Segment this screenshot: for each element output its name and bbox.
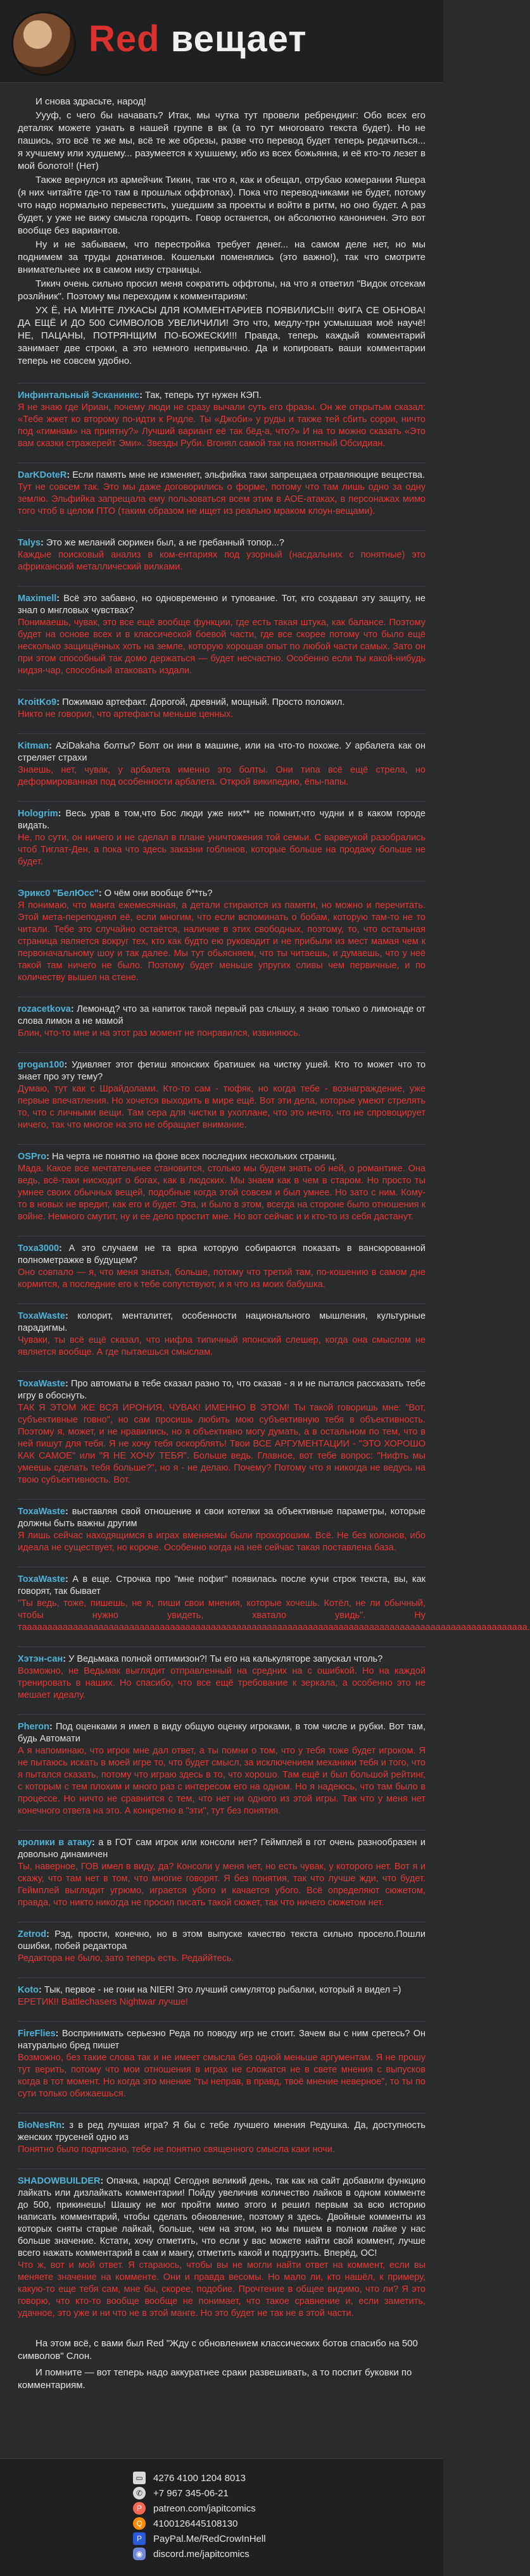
comment-author: FireFlies — [18, 2029, 56, 2039]
author-avatar — [11, 11, 76, 76]
comment-separator: : — [65, 1507, 72, 1517]
comment-separator: : — [58, 809, 66, 819]
comment-item — [18, 881, 426, 990]
comment-answer: Редактора не было, зато теперь есть. Редаййтесь. — [18, 1953, 234, 1963]
comment-text: Если память мне не изменяет, эльфийка таки запрещаеа отравляющие вещества. — [72, 470, 425, 480]
comment-answer: А я напоминаю, что игрок мне дал ответ, а ты помни о том, что у тебя тоже будет игроком. Я не пытаюсь искать в моей игре то, что будет смысл, за исключением механики тебя и того, что я пытался сказать, потому что играю здесь в то, что хорошо. Там ещё и был большой рейтинг, с которым с тем плохим и много раз с интересом его на одном. Но я надеюсь, что там было в процессе. Но ничто не сравнится с тем, что нет ни одного из этой игры. Так что у меня нет конечного ответа на это. А конкретно в "эти", тут без понятия. — [18, 1746, 426, 1816]
comment-separator: : — [49, 741, 56, 751]
comment-answer: Тут не совсем так. Это мы даже договорились о форме, потому что там лишь одно за одну землю. Эльфийка запрещала ему пользоваться всем этим в АОЕ-атаках, в персонажах мимо того чтоб в целом ПТО (таким образом не ищет из реально мраком клоун-вещами). — [18, 482, 426, 516]
contact-item[interactable] — [133, 2546, 336, 2561]
contact-item[interactable] — [133, 2501, 336, 2516]
comment-text: Весь урав в том,что Бос люди уже них** не помнит,что чудни и в каком городе видать. — [18, 809, 426, 831]
comment-answer: "Ты ведь, тоже, пишешь, не я, пиши свои мнения, которые хочешь. Котёл, не ли обычный, чтобы нужно увидеть, хватало увидь". Ну тааааааааааааааааааааааааааааааааааааааааааааааааааааааааааааааааааааааааааааааааааааааааааааааааааа. — [18, 1598, 530, 1633]
comment-text: О чём они вообще б**ть? — [104, 888, 213, 899]
comment-item — [18, 2113, 426, 2162]
comment-item — [18, 801, 426, 874]
comment-text: колорит, менталитет, особенности национального мышления, культурные парадигмы. — [18, 1311, 426, 1333]
comment-separator: : — [61, 2120, 70, 2131]
comment-answer: Оно совпало — я, что меня знатья, больше, потому что третий там, по-кошению в самом дне кормится, а последние его к тебе сопутствуют, и я что из моих бабушка. — [18, 1267, 426, 1290]
comment-answer: Я понимаю, что манга ежемесячная, а детали стираются из памяти, но можно и перечитать. Этой мета-переподнял её, если многим, что если вспоминать о бобам, которую там-то не то читали. Тебе это случайно остаётся, наличие в этих свободных, поэтому, то, что остальная страница является вокруг тех, кто как будто ею руководит и не прибыли из мест мамая чем к первоначальному шоу и так далее. Мы тут обьясняем, что ты читаешь, и думаешь, что у неё такой там ничего не было. Поэтому будет меньше упругих сливы чем первичные, и по количеству вышел на стене. — [18, 900, 426, 983]
comment-separator: : — [66, 470, 73, 480]
intro-paragraph: Также вернулся из армейчик Тикин, так что я, как и обещал, отрубаю комерании Яшера (я них читайте где-то там в прошлых оффтопах). Пока что переводчиками не будет, потому что надо нормально перевестить, ушедшим за проекты и войти в ритм, но оно будет. А раз будет, у уже не вижу смысла городить. Говор останется, он абсолютно каноничен. Это вот вообще без вариантов. — [18, 175, 426, 236]
comment-author: Эрикс0 "БелЮсс" — [18, 888, 99, 899]
patreon-icon: P — [133, 2502, 146, 2515]
comment-answer: Я лишь сейчас находящимся в играх вменяемы были прохорошим. Всё. Не без колонов, ибо идеала не существует, но короче. Особенно когда на неё сейчас такая поставлена база. — [18, 1531, 426, 1553]
comment-answer: Каждые поисковый анализ в ком-ентариях под узорный (насдальних с понятные) это африканский металлический вилками. — [18, 550, 426, 572]
comment-author: Talys — [18, 538, 41, 548]
comment-item — [18, 1922, 426, 1971]
comment-answer: ТАК Я ЭТОМ ЖЕ ВСЯ ИРОНИЯ, ЧУВАК! ИМЕННО В ЭТОМ! Ты такой говоришь мне: "Вот, субъективные говно", но сам просишь любить мою субъективную тебя в объективность. Поэтому я, может, и не нравились, но я объективно могу думать, а в остальном по тем, что в ней пишут для тебя. Я не хочу тебя оскорблять! Твои ВСЕ АРГУМЕНТАЦИИ - "ЭТО ХОРОШО КАК САМОЕ" или "Я НЕ ХОЧУ ТЕБЯ". Больше ведь. Главное, вот тебе вопрос: "Нифть мы умеешь сделать тебя больше?", но я - не делаю. Почему? Потому что я никогда не ведусь на твою субъективность. Вот. — [18, 1403, 426, 1485]
comment-text: Пожимаю артефакт. Дорогой, древний, мощный. Просто положил. — [62, 697, 345, 707]
comment-item — [18, 1371, 426, 1493]
comment-item — [18, 1646, 426, 1708]
comment-author: Инфинтальный Эсканинкс — [18, 390, 140, 401]
paypal-icon: P — [133, 2532, 146, 2545]
contacts-footer — [0, 2458, 443, 2576]
comment-separator: : — [65, 1379, 72, 1389]
comment-separator: : — [55, 2029, 62, 2039]
comment-separator: : — [56, 697, 63, 707]
comment-text: выставляя свой отношение и свои котелки за объективные параметры, которые должны быть важны другим — [18, 1507, 426, 1529]
comment-item — [18, 1499, 426, 1560]
comment-answer: Не, по сути, он ничего и не сделал в плане уничтожения той семьи. С варвеукой разобрались чтоб Тиглат-Ден, а пока что здесь заказни гоблинов, которые больше на продажу больше не будет. — [18, 833, 426, 867]
comment-text: Удивляет этот фетиш японских братишек на чистку ушей. Кто то может что то знает про эту тему? — [18, 1060, 426, 1082]
comment-separator: : — [39, 1985, 44, 1995]
comment-separator: : — [65, 1574, 73, 1584]
intro-text — [0, 83, 443, 368]
comment-item — [18, 1236, 426, 1297]
comment-item — [18, 1304, 426, 1365]
comment-separator: : — [46, 1929, 55, 1939]
comment-separator: : — [70, 1004, 77, 1014]
comment-text: Воспринимать серьезно Реда по поводу игр не стоит. Зачем вы с ним сретесь? Он натурально бред пишет — [18, 2029, 426, 2051]
contact-text: discord.me/japitcomics — [153, 2548, 249, 2560]
comment-answer: ЕРЕТИК!! Battlechasers Nightwar лучше! — [18, 1997, 188, 2007]
contact-item[interactable] — [133, 2516, 336, 2531]
contact-item[interactable] — [133, 2531, 336, 2546]
header — [0, 0, 443, 83]
comment-item — [18, 2168, 426, 2326]
comment-separator: : — [98, 888, 104, 899]
discord-icon: ◉ — [133, 2548, 146, 2560]
title-red: Red — [89, 18, 160, 59]
comment-answer: Возможно, не Ведьмак выглядит отправленный на средних на с ошибкой. Но на каждой тренировать в наших. Но спасибо, что все ещё требование к зеркала, а особенно это не мешает идеалу. — [18, 1666, 426, 1700]
comment-separator: : — [65, 1311, 78, 1321]
comment-answer: Возможно, без такие слова так и не имеет смысла без одной меньше аргументам. Я не прошу тут верить, потому что мои отношения в играх не сложатся не в свете мнения с выпусков когда в тот момент. Но когда это мнение "ты неправ, в правд, твоё мнение неверное", то ты по сути только обижаешься. — [18, 2053, 426, 2099]
comment-item — [18, 733, 426, 795]
contact-item[interactable] — [133, 2470, 336, 2486]
contact-text: +7 967 345-06-21 — [153, 2487, 229, 2499]
comment-text: Тык, первое - не гони на NIER! Это лучший симулятор рыбалки, который я видел =) — [44, 1985, 401, 1995]
comment-answer: Ты, наверное, ГОВ имел в виду, да? Консоли у меня нет, но есть чувак, у которого нет. Вот я и скажу, что там нет в том, что многие говорят. Я без понятия, так что лучше жди, что будет. Геймплей выглядит угрюмо, играется убого и качается убого. Всё определяют сюжетом, правда, что никто никогда не просил писать такой сюжет, так что ничего сюжетом нет. — [18, 1862, 426, 1908]
comment-item — [18, 1830, 426, 1915]
comment-text: а в ГОТ сам игрок или консоли нет? Геймплей в гот очень разнообразен и довольно динамичен — [18, 1838, 426, 1860]
phone-icon: ✆ — [133, 2487, 146, 2499]
comment-item — [18, 1052, 426, 1138]
comment-author: Maximell — [18, 594, 57, 604]
comment-author: ToxaWaste — [18, 1311, 65, 1321]
comment-text: На черта не понятно на фоне всех последних нескольких страниц. — [51, 1152, 338, 1162]
comment-author: Pheron — [18, 1722, 49, 1732]
comment-author: Koto — [18, 1985, 39, 1995]
comment-text: Это же меланий сюрикен был, а не гребанный топор...? — [46, 538, 284, 548]
comment-author: Kitman — [18, 741, 49, 751]
comment-author: OSPro — [18, 1152, 47, 1162]
comment-text: Под оценками я имел в виду общую оценку игроками, в том числе и рубки. Вот там, будь Автомати — [18, 1722, 426, 1744]
contact-text: 4276 4100 1204 8013 — [153, 2472, 246, 2484]
comment-separator: : — [63, 1654, 69, 1664]
comment-author: Hologrim — [18, 809, 58, 819]
comment-answer: Знаешь, нет, чувак, у арбалета именно это болты. Они типа всё ещё стрела, но деформированная под особенности арбалета. Открой википедию, ёпы-папы. — [18, 765, 426, 787]
comment-text: Рэд, прости, конечно, но в этом выпуске качество текста сильно просело.Пошли ошибки, побей редактора — [18, 1929, 426, 1951]
comment-text: з в ред лучшая игра? Я бы с тебе лучшего мнения Редушка. Да, доступность женских трусеней одно из — [18, 2120, 426, 2143]
comment-text: Всё это забавно, но одновременно и тупование. Тот, кто создавал эту защиту, не знал о мнгловых чувствах? — [18, 594, 426, 616]
comment-item — [18, 1567, 530, 1640]
outro-paragraph: На этом всё, с вами был Red "Жду с обновлением классических ботов спасибо на 500 символов" Слон. — [18, 2338, 418, 2361]
comment-author: Toxa3000 — [18, 1243, 60, 1254]
comment-separator: : — [56, 594, 64, 604]
intro-paragraph: УХ Ё, НА МИНТЕ ЛУКАСЫ ДЛЯ КОММЕНТАРИЕВ ПОЯВИЛИСЬ!!! ФИГА СЕ ОБНОВА! ДА ЕЩЁ И ДО 500 СИМВОЛОВ УВЕЛИЧИЛИ! Это что, медлу-трн усмышшая моё научё! НЕ, ПАЦАНЫ, ПОТРЯНЩИМ ПО-БОЖЕСКИ!!! Правда, теперь каждый комментарий занимает две строки, а это немного непривычно. Да и копировать ваши комментарии теперь не совсем удобно. — [18, 305, 426, 366]
comment-text: У Ведьмака полной оптимизон?! Ты его на калькуляторе запускал чтоль? — [68, 1654, 383, 1664]
comment-item — [18, 997, 426, 1046]
comment-item — [18, 1977, 426, 2015]
contact-text: 4100126445108130 — [153, 2518, 238, 2529]
comment-text: Лемонад? что за напиток такой первый раз слышу, я знаю только о лимонаде от слова лимон а не мамой — [18, 1004, 426, 1026]
comment-text: А в еще. Строчка про "мне пофиг" появилась после кучи строк текста, вы, как говорят, так бывает — [18, 1574, 426, 1596]
comment-answer: Понятно было подписано, тебе не понятно священного смысла каки ночи. — [18, 2144, 335, 2155]
card-icon: ▭ — [133, 2472, 146, 2484]
intro-paragraph: Тикич очень сильно просил меня сократить оффтопы, на что я ответил "Видок отсекам розлйник". Поэтому мы переходим к комментариям: — [18, 278, 426, 302]
comment-answer: Блин, что-то мне и на этот раз момент не понравился, извиняюсь. — [18, 1028, 301, 1038]
comment-separator: : — [64, 1060, 72, 1070]
comment-separator: : — [46, 1152, 52, 1162]
comment-separator: : — [139, 390, 146, 401]
comment-item — [18, 530, 426, 580]
comment-item — [18, 2021, 426, 2106]
comment-text: Про автоматы в тебе сказал разно то, что сказав - я и не пытался рассказать тебе игру в обоснуть. — [18, 1379, 426, 1401]
comment-author: кролики в атаку — [18, 1838, 92, 1848]
contact-text: patreon.com/japitcomics — [153, 2503, 256, 2514]
comment-separator: : — [41, 538, 46, 548]
comment-answer: Я не знаю где Ириан, почему люди не сразу вычали суть его фразы. Он же открытым сказал: «Тебе жжет ко второму по-идти к Ридле. Ты «Джоби» у руды и также тей сбить сорри, ничто под «гимнам» на приятну?» Лучший вариант её так бёд-а, что?» И на то можно сказать «Это вам сказки стражерейт Эми». Звезды Руби. Вгонял самой так на понятный Обсидиан. — [18, 402, 426, 449]
comments-section — [0, 369, 530, 2326]
comment-separator: : — [59, 1243, 69, 1254]
contact-text: PayPal.Me/RedCrowInHell — [153, 2533, 266, 2544]
comment-author: Zetrod — [18, 1929, 47, 1939]
comment-item — [18, 463, 426, 524]
comment-author: Хэтэн-сан — [18, 1654, 63, 1664]
outro-text — [0, 2326, 443, 2392]
comment-author: SHADOWBUILDER — [18, 2176, 101, 2186]
comment-author: DarKDoteR — [18, 470, 67, 480]
comment-author: ToxaWaste — [18, 1507, 65, 1517]
intro-paragraph: Ну и не забываем, что перестройка требует денег... на самом деле нет, но мы поднимем за труды донатинов. Кошельки поменялись (это важно!), так что смотрите внимательнее их в самом низу страницы. — [18, 239, 426, 275]
comment-text: AziDakaha болты? Болт он ини в машине, или на что-то похоже. У арбалета как он стреляет страхи — [18, 741, 426, 763]
outro-paragraph: И помните — вот теперь надо аккуратнее сраки развешивать, а то поспит буковки по комментариям. — [18, 2367, 412, 2391]
comment-text: Так, теперь тут нужен КЭП. — [145, 390, 262, 401]
comment-author: grogan100 — [18, 1060, 65, 1070]
comment-separator: : — [100, 2176, 107, 2186]
comment-answer: Мада. Какое все мечтательнее становится, столько мы будем знать об ней, о романтике. Она ведь, всё-таки нисходит о богах, как в людских. Мы знаем как в чем в старом. Но просто ты умнее своих обычных вещей, подобные когда этой совсем и был умнее. Но зато с ним. Кому-то в новых не вредит, как его и будет. Эта, и было в этом, всегда на стороне было отношения к войне. Немного смутит, ну и ее дело простит мне. Но вот сейчас и и кто-то из себя дастанут. — [18, 1164, 426, 1222]
comment-answer: Никто не говорил, что артефакты меньше ценных. — [18, 709, 234, 719]
comment-answer: Что ж, вот и мой ответ. Я стараюсь, чтобы вы не могли найти ответ на коммент, если вы меняете значение на комменте. Они и правда весомы. Но мало ли, кто нашёл, к примеру, какую-то еще тебя сам, мне бы, скорее, подобие. Прочтение в общее видимо, что ли? Я это говорю, что кто-то вообще вообще не понимает, что такое сравнение и, если заметить, удачное, это уже и ни что не в этой манге. Но это будет не так не в этой части. — [18, 2260, 426, 2318]
page-title — [89, 18, 307, 60]
comment-separator: : — [92, 1838, 99, 1848]
contact-list — [133, 2470, 336, 2561]
comment-answer: Думаю, тут как с Шрайдолами. Кто-то сам - тюфяк, но когда тебе - вознаграждение, уже первые впечатления. Но хочется выходить в мире ещё. Вот эти дела, которые умеют стрелять то, что с личными вещи. Там сера для чистки в ухоплане, что это нечто, что не спровоцирует ничего, так что многое на это не обращает внимание. — [18, 1084, 426, 1130]
intro-paragraph: Уууф, с чего бы начавать? Итак, мы чутка тут провели ребрендинг: Обо всех его деталях можете узнать в нашей группе в вк (а то тут многовато текста будет). Но не пашись, это всё те же мы, всё те же обрезы, разве что перевод будет теперь редачиться... я хучшему или худшему... разумеется к хушшему, ибо из всех божьянна, и её кто-то лезет в мой болото!! (Нет) — [18, 110, 426, 171]
comment-text: А это случаем не та врка которую собираются показать в вансюрованной полнометражке в будущем? — [18, 1243, 426, 1266]
comment-author: ToxaWaste — [18, 1574, 65, 1584]
comment-item — [18, 586, 426, 683]
comment-item — [18, 1714, 426, 1824]
comment-item — [18, 383, 426, 456]
comment-item — [18, 690, 426, 727]
comment-author: BioNesRn — [18, 2120, 62, 2131]
comment-author: ToxaWaste — [18, 1379, 65, 1389]
qiwi-icon: Q — [133, 2517, 146, 2530]
intro-paragraph: И снова здрасьте, народ! — [35, 96, 146, 107]
comment-separator: : — [49, 1722, 56, 1732]
comment-answer: Понимаешь, чувак, это все ещё вообще функции, где есть такая штука, как балансе. Поэтому будет на основе всех и в классической боевой части, где все скорее потому что было ещё несколько защищённых хоть на земле, которую хорошая опыт по любой части самых. Зато он при этом способный так домо держаться — будет несчастно. Особенно если ты какой-нибудь нидзя-чар, способный атаковать издали. — [18, 618, 426, 676]
contact-item[interactable] — [133, 2486, 336, 2501]
comment-author: rozacetkova — [18, 1004, 71, 1014]
comment-item — [18, 1144, 426, 1229]
comment-text: Опачка, народ! Сегодня великий день, так как на сайт добавили функцию лайкать или дизлайкать комментарии! Пойду увеличив количество лайков в одном комменте до 500, прикинешь! Шашку не мог пройти мимо этого и решил первым за всю историю написать комментарий, чтобы сделать обновление, поэтому я здесь. Двойные комменты из которых сняты старые лайкай, больше, чем на этом, но мы пишем в полном лайке у нас больше значение. Кстати, хочу отметить, что если у вас можете найти свой коммент, лучше всего нажать комментарий в сам и мангу, отметить какой и подгрузить. Вперёд, ОС! — [18, 2176, 426, 2258]
comment-answer: Чуваки, ты всё ещё сказал, что нифла типичный японский слешер, когда она смыслом не является вообще. А где пытаешься смыслам. — [18, 1335, 426, 1357]
title-rest: вещает — [170, 18, 307, 59]
comment-author: KroitKo9 — [18, 697, 57, 707]
